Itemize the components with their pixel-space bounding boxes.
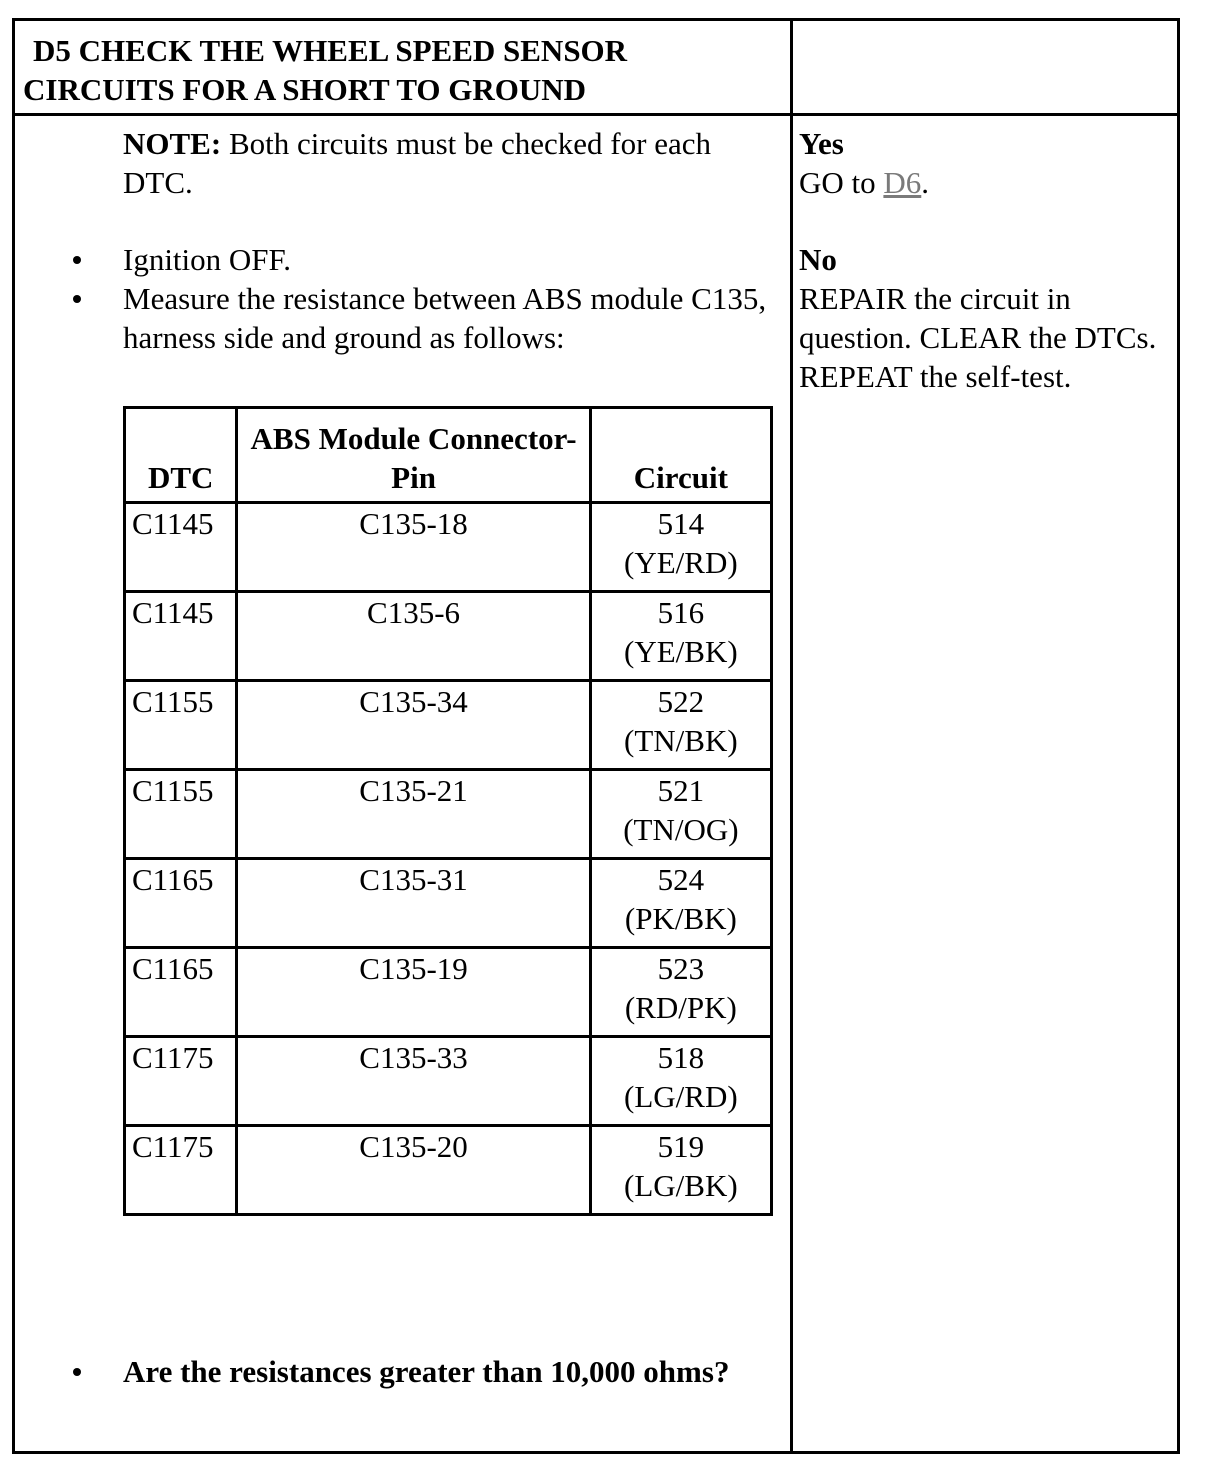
note-label: NOTE: bbox=[123, 126, 222, 161]
bullet-icon bbox=[73, 295, 81, 303]
table-row bbox=[125, 503, 772, 592]
cell-circuit bbox=[590, 1037, 771, 1126]
cell-dtc: C1145 bbox=[125, 503, 237, 592]
circuit-color: (TN/OG) bbox=[623, 812, 739, 847]
cell-circuit bbox=[590, 1126, 771, 1215]
table-row bbox=[125, 1126, 772, 1215]
no-label: No bbox=[799, 242, 837, 277]
table-row bbox=[125, 681, 772, 770]
circuit-number: 519 bbox=[657, 1129, 705, 1164]
step-item: Measure the resistance between ABS module C135, harness side and ground as follows: bbox=[15, 279, 775, 357]
circuit-color: (PK/BK) bbox=[624, 901, 737, 936]
cell-dtc: C1175 bbox=[125, 1126, 237, 1215]
cell-connector-pin: C135-19 bbox=[237, 948, 590, 1037]
cell-connector-pin: C135-31 bbox=[237, 859, 590, 948]
question-text: Are the resistances greater than 10,000 ohms? bbox=[123, 1354, 730, 1389]
cell-dtc: C1165 bbox=[125, 948, 237, 1037]
question-list bbox=[15, 1352, 775, 1391]
column-divider bbox=[790, 21, 793, 1451]
yes-result: Yes GO to D6. bbox=[799, 126, 930, 200]
table-row bbox=[125, 770, 772, 859]
circuit-number: 521 bbox=[657, 773, 705, 808]
d6-link[interactable]: D6 bbox=[883, 165, 922, 200]
table-row bbox=[125, 948, 772, 1037]
circuit-color: (LG/RD) bbox=[624, 1079, 738, 1114]
step-title-line1: D5 CHECK THE WHEEL SPEED SENSOR bbox=[33, 33, 628, 68]
cell-circuit bbox=[590, 503, 771, 592]
cell-circuit bbox=[590, 592, 771, 681]
cell-connector-pin: C135-20 bbox=[237, 1126, 590, 1215]
note bbox=[123, 124, 773, 202]
header-divider bbox=[15, 113, 1177, 116]
header-circuit: Circuit bbox=[590, 408, 771, 503]
cell-dtc: C1165 bbox=[125, 859, 237, 948]
circuit-color: (LG/BK) bbox=[624, 1168, 738, 1203]
cell-connector-pin: C135-34 bbox=[237, 681, 590, 770]
bullet-icon bbox=[73, 256, 81, 264]
circuit-color: (RD/PK) bbox=[624, 990, 737, 1025]
cell-dtc: C1155 bbox=[125, 681, 237, 770]
table-row bbox=[125, 859, 772, 948]
step-title-line2: CIRCUITS FOR A SHORT TO GROUND bbox=[23, 72, 587, 107]
cell-dtc: C1175 bbox=[125, 1037, 237, 1126]
resistance-table bbox=[123, 406, 773, 1216]
table-header-row bbox=[125, 408, 772, 503]
cell-circuit bbox=[590, 770, 771, 859]
cell-circuit bbox=[590, 859, 771, 948]
cell-circuit bbox=[590, 681, 771, 770]
procedure-frame bbox=[12, 18, 1180, 1454]
circuit-number: 524 bbox=[657, 862, 705, 897]
cell-connector-pin: C135-18 bbox=[237, 503, 590, 592]
note-text: Both circuits must be checked for each DTC. bbox=[123, 126, 711, 200]
cell-connector-pin: C135-33 bbox=[237, 1037, 590, 1126]
step-item: Ignition OFF. bbox=[15, 240, 775, 279]
circuit-color: (YE/BK) bbox=[624, 634, 738, 669]
circuit-color: (TN/BK) bbox=[624, 723, 738, 758]
circuit-number: 516 bbox=[657, 595, 705, 630]
yes-label: Yes bbox=[799, 126, 844, 161]
circuit-number: 518 bbox=[657, 1040, 705, 1075]
circuit-number: 523 bbox=[657, 951, 705, 986]
table-row bbox=[125, 592, 772, 681]
no-text: REPAIR the circuit in question. CLEAR the DTCs. REPEAT the self-test. bbox=[799, 281, 1157, 394]
header-dtc: DTC bbox=[125, 408, 237, 503]
circuit-number: 514 bbox=[657, 506, 705, 541]
cell-connector-pin: C135-21 bbox=[237, 770, 590, 859]
circuit-number: 522 bbox=[657, 684, 705, 719]
step-list bbox=[15, 240, 775, 357]
cell-circuit bbox=[590, 948, 771, 1037]
question-item bbox=[15, 1352, 775, 1391]
cell-dtc: C1155 bbox=[125, 770, 237, 859]
circuit-color: (YE/RD) bbox=[624, 545, 738, 580]
table-row bbox=[125, 1037, 772, 1126]
header-connector-pin: ABS Module Connector-Pin bbox=[237, 408, 590, 503]
bullet-icon bbox=[73, 1368, 81, 1376]
cell-dtc: C1145 bbox=[125, 592, 237, 681]
cell-connector-pin: C135-6 bbox=[237, 592, 590, 681]
no-result bbox=[799, 240, 1179, 396]
step-title bbox=[23, 31, 763, 109]
